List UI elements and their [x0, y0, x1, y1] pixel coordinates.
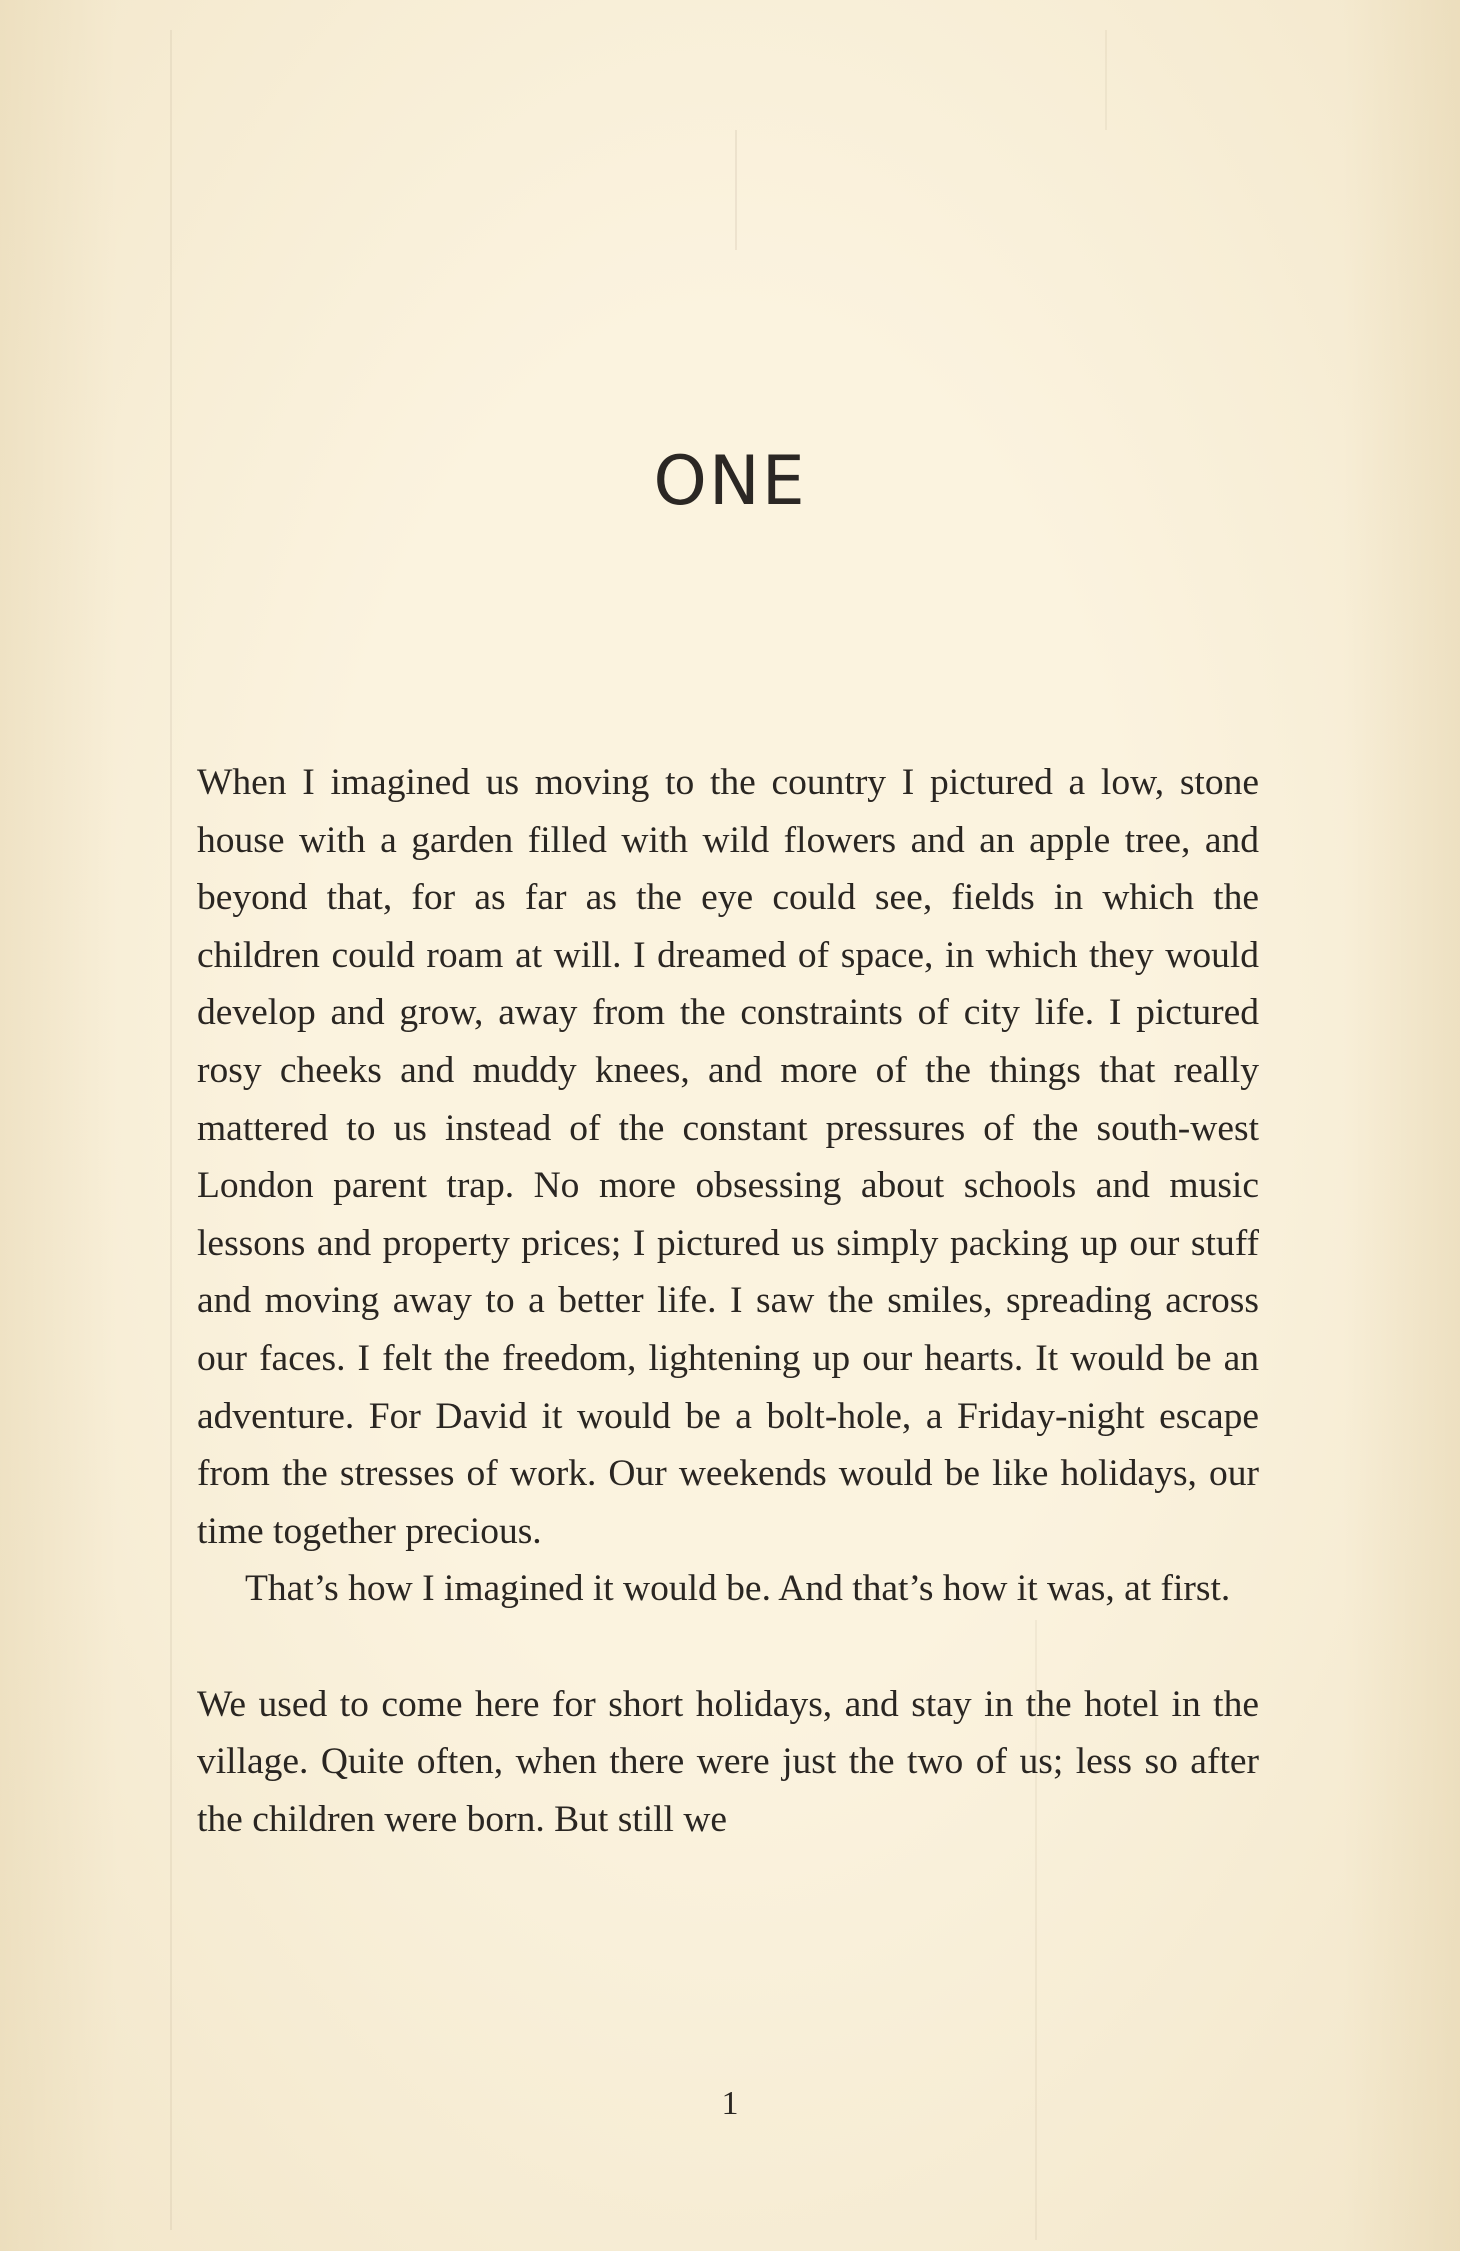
page-crease	[170, 30, 172, 2230]
paragraph: When I imagined us moving to the country I pictured a low, stone house with a garden filled with wild flowers and an apple tree, and beyond that, for as far as the eye could see, fields in which the children could roam at will. I dreamed of space, in which they would develop and grow, away from the constraints of city life. I pictured rosy cheeks and muddy knees, and more of the things that really mattered to us instead of the constant pressures of the south-west London parent trap. No more obsessing about schools and music lessons and property prices; I pictured us simply packing up our stuff and moving away to a better life. I saw the smiles, spreading across our faces. I felt the freedom, lightening up our hearts. It would be an adventure. For David it would be a bolt-hole, a Friday-night escape from the stresses of work. Our weekends would be like holidays, our time together precious.	[197, 762, 1259, 1552]
page-crease	[1105, 30, 1107, 130]
paragraph: That’s how I imagined it would be. And that’s how it was, at first.	[245, 1568, 1231, 1610]
page-crease	[735, 130, 737, 250]
chapter-title: ONE	[653, 442, 807, 521]
chapter-body	[197, 754, 1259, 1848]
page-number: 1	[721, 2085, 739, 2122]
paragraph: We used to come here for short holidays, and stay in the hotel in the village. Quite often, when there were just the two of us; less so after the children were born. But still we	[197, 1683, 1259, 1840]
